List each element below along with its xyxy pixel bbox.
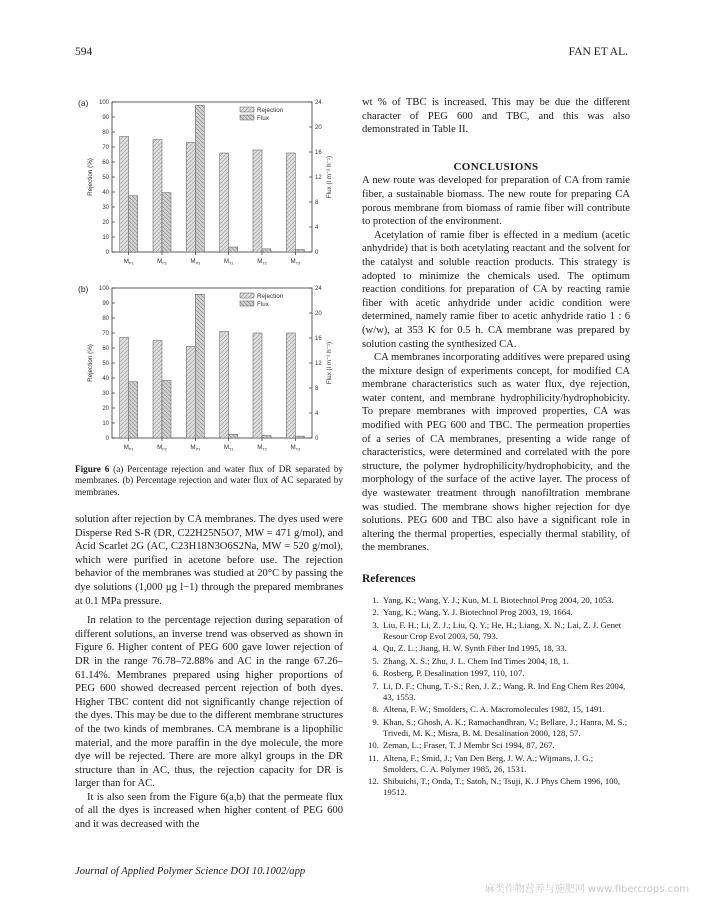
y2-tick-label: 8 xyxy=(315,200,319,207)
y2-tick-label: 20 xyxy=(315,125,322,132)
plot-frame xyxy=(112,288,312,438)
x-tick-label: $M_{P1}$ xyxy=(123,444,134,452)
bar-flux xyxy=(195,294,204,438)
x-tick-label: $M_{T3}$ xyxy=(290,258,301,266)
figure-caption xyxy=(75,464,343,498)
x-tick-label: $M_{P3}$ xyxy=(190,258,201,266)
body-paragraph: wt % of TBC is increased. This may be due the different character of PEG 600 and TBC, and this was also demonstrated in Table II. xyxy=(362,97,630,136)
bar-rejection xyxy=(153,341,162,439)
y2-tick-label: 12 xyxy=(315,361,322,368)
y2-tick-label: 4 xyxy=(315,411,319,418)
page-number: 594 xyxy=(75,46,93,58)
chart-panel-b xyxy=(72,274,352,460)
legend-swatch xyxy=(240,107,254,112)
y2-axis-label: Flux (l m⁻² h⁻¹) xyxy=(326,155,333,199)
y-tick-label: 50 xyxy=(102,361,109,368)
bar-flux xyxy=(129,196,138,252)
y-tick-label: 0 xyxy=(105,250,109,257)
reference-item: 5. Zhang, X. S.; Zhu, J. L. Chem Ind Times 2004, 18, 1. xyxy=(381,656,630,667)
reference-item: 6. Rosberg, P. Desalination 1997, 110, 107. xyxy=(381,668,630,679)
y2-tick-label: 24 xyxy=(315,286,322,293)
bar-rejection xyxy=(120,338,129,439)
reference-item: 12. Shibuichi, T.; Onda, T.; Satoh, N.; Tsuji, K. J Phys Chem 1996, 100, 19512. xyxy=(381,776,630,798)
legend-label: Rejection xyxy=(257,107,284,114)
x-tick-label: $M_{T3}$ xyxy=(290,444,301,452)
y-tick-label: 0 xyxy=(105,436,109,443)
y-tick-label: 30 xyxy=(102,391,109,398)
y-tick-label: 80 xyxy=(102,316,109,323)
figure-caption-label: Figure 6 xyxy=(75,464,110,474)
reference-item: 1. Yang, K.; Wang, Y. J.; Kuo, M. I. Biotechnol Prog 2004, 20, 1053. xyxy=(381,595,630,606)
reference-item: 4. Qu, Z. L.; Jiang, H. W. Synth Fiber Ind 1995, 18, 33. xyxy=(381,643,630,654)
panel-label: (a) xyxy=(78,98,89,108)
bar-flux xyxy=(162,193,171,252)
bar-rejection xyxy=(253,333,262,438)
x-tick-label: $M_{P3}$ xyxy=(190,444,201,452)
panel-label: (b) xyxy=(78,284,89,294)
bar-rejection xyxy=(220,332,229,439)
y-tick-label: 40 xyxy=(102,190,109,197)
y-tick-label: 100 xyxy=(98,100,109,107)
bar-rejection xyxy=(253,150,262,252)
y-tick-label: 90 xyxy=(102,301,109,308)
conclusion-paragraph: A new route was developed for preparation of CA from ramie fiber, a sustainable biomass. The new route for preparing CA porous membrane from biomass of ramie fiber will contribute to protection of the environment. xyxy=(362,175,630,228)
conclusion-paragraph: Acetylation of ramie fiber is effected in a medium (acetic anhydride) that is both acetylating reactant and the solvent for the catalyst and soluble reaction products. This strategy is adopted to minimize the chemicals used. The optimum reaction conditions for preparation of CA by reacting ramie fiber with acetic anhydride under acidic condition were determined, namely ramie fiber to acetic anhydride ratio 1 : 6 (w/w), at 353 K for 0.5 h. CA membrane was prepared by solution casting the synthesized CA. xyxy=(362,229,630,350)
bar-rejection xyxy=(153,140,162,253)
bar-flux xyxy=(295,436,304,438)
reference-item: 11. Altena, F.; Smid, J.; Van Den Berg, J. W. A.; Wijmans, J. G.; Smolders, C. A. Polymer 1985, 26, 1531. xyxy=(381,753,630,775)
reference-item: 7. Li, D. F.; Chung, T.-S.; Ren, J. Z.; Wang, R. Ind Eng Chem Res 2004, 43, 1553. xyxy=(381,681,630,703)
x-tick-label: $M_{P2}$ xyxy=(157,444,167,452)
bar-flux xyxy=(195,105,204,252)
y-tick-label: 70 xyxy=(102,145,109,152)
bar-rejection xyxy=(286,333,295,438)
y-axis-label: Rejection (%) xyxy=(87,158,94,196)
legend-swatch xyxy=(240,115,254,120)
y-tick-label: 90 xyxy=(102,115,109,122)
y-tick-label: 10 xyxy=(102,235,109,242)
bar-flux xyxy=(162,381,171,439)
bar-flux xyxy=(262,436,271,439)
y-tick-label: 30 xyxy=(102,205,109,212)
chart-panel-a xyxy=(72,88,352,274)
reference-item: 2. Yang, K.; Wang, Y. J. Biotechnol Prog 2003, 19, 1664. xyxy=(381,607,630,618)
bar-rejection xyxy=(186,143,195,253)
bar-rejection xyxy=(186,347,195,439)
bar-flux xyxy=(262,249,271,252)
y-axis-label: Rejection (%) xyxy=(87,344,94,382)
y-tick-label: 70 xyxy=(102,331,109,338)
y2-tick-label: 4 xyxy=(315,225,319,232)
y2-tick-label: 16 xyxy=(315,150,322,157)
figure-caption-text: (a) Percentage rejection and water flux of DR separated by membranes. (b) Percentage rejection and water flux of AC separated by membranes. xyxy=(75,464,344,497)
y2-tick-label: 16 xyxy=(315,336,322,343)
right-column xyxy=(362,96,630,800)
bar-flux xyxy=(229,247,238,252)
y-tick-label: 20 xyxy=(102,220,109,227)
legend-label: Flux xyxy=(257,115,269,122)
x-tick-label: $M_{T2}$ xyxy=(257,444,267,452)
bar-flux xyxy=(129,382,138,438)
legend-label: Flux xyxy=(257,301,269,308)
reference-item: 10. Zeman, L.; Fraser, T. J Membr Sci 1994, 87, 267. xyxy=(381,740,630,751)
reference-list xyxy=(362,595,630,799)
y-tick-label: 100 xyxy=(98,286,109,293)
y2-axis-label: Flux (l m⁻² h⁻¹) xyxy=(326,341,333,385)
y2-tick-label: 12 xyxy=(315,175,322,182)
figure-6 xyxy=(72,88,352,460)
x-tick-label: $M_{T1}$ xyxy=(223,258,234,266)
y-tick-label: 80 xyxy=(102,130,109,137)
legend-swatch xyxy=(240,293,254,298)
body-paragraph: solution after rejection by CA membranes. The dyes used were Disperse Red S-R (DR, C22H25N5O7, MW = 471 g/mol), and Acid Scarlet 2G (AC, C23H18N3O6S2Na, MW = 520 g/mol), which were purified in acetone before use. The rejection behavior of the membranes was studied at 20°C by passing the dye solutions (1,000 μg l−1) through the prepared membranes at 0.1 MPa pressure. xyxy=(75,514,343,607)
reference-item: 3. Liu, F. H.; Li, Z. J.; Liu, Q. Y.; He, H.; Liang, X. N.; Lai, Z. J. Genet Resour Crop Evol 2003, 50, 793. xyxy=(381,620,630,642)
bar-flux xyxy=(229,434,238,438)
y-tick-label: 60 xyxy=(102,346,109,353)
x-tick-label: $M_{P2}$ xyxy=(157,258,167,266)
x-tick-label: $M_{T1}$ xyxy=(223,444,234,452)
x-tick-label: $M_{P1}$ xyxy=(123,258,134,266)
reference-item: 8. Altena, F. W.; Smolders, C. A. Macromolecules 1982, 15, 1491. xyxy=(381,704,630,715)
reference-item: 9. Khan, S.; Ghosh, A. K.; Ramachandhran, V.; Bellare, J.; Hanra, M. S.; Trivedi, M. K.; Misra, B. M. Desalination 2000, 128, 57. xyxy=(381,717,630,739)
y2-tick-label: 20 xyxy=(315,311,322,318)
bar-rejection xyxy=(120,137,129,253)
y2-tick-label: 8 xyxy=(315,386,319,393)
section-heading-conclusions: CONCLUSIONS xyxy=(453,160,539,173)
x-tick-label: $M_{T2}$ xyxy=(257,258,267,266)
y-tick-label: 20 xyxy=(102,406,109,413)
bar-flux xyxy=(295,250,304,253)
body-paragraph: It is also seen from the Figure 6(a,b) that the permeate flux of all the dyes is increased when higher content of PEG 600 and it was decreased with the xyxy=(75,791,343,831)
running-head: FAN ET AL. xyxy=(568,46,628,58)
conclusion-paragraph: CA membranes incorporating additives were prepared using the mixture design of experiments concept, for modified CA membrane characteristics such as water flux, dye rejection, water content, and membrane hydrophilicity/hydrophobicity. To prepare membranes with improved properties, CA was modified with PEG 600 and TBC. The permeation properties of a series of CA membranes, presenting a wide range of characteristics, were determined and correlated with the pore structure, the polymer hydrophilicity/hydrophobicity, and the morphology of the surface of the active layer. The process of dye wastewater treatment through nanofiltration membrane was studied. The membrane shows higher rejection for dye solutions. PEG 600 and TBC also have a significant role in altering the thermal properties, especially thermal stability, of the membranes. xyxy=(362,352,630,554)
legend-label: Rejection xyxy=(257,293,284,300)
bar-rejection xyxy=(220,153,229,252)
bar-rejection xyxy=(286,153,295,252)
y-tick-label: 40 xyxy=(102,376,109,383)
y-tick-label: 60 xyxy=(102,160,109,167)
y-tick-label: 50 xyxy=(102,175,109,182)
watermark: 麻类作物营养与施肥网 www.fibercrops.com xyxy=(484,884,689,895)
plot-frame xyxy=(112,102,312,252)
y-tick-label: 10 xyxy=(102,421,109,428)
legend-swatch xyxy=(240,301,254,306)
y2-tick-label: 0 xyxy=(315,436,319,443)
left-column xyxy=(75,513,343,832)
journal-footer: Journal of Applied Polymer Science DOI 10.1002/app xyxy=(75,866,306,877)
body-paragraph: In relation to the percentage rejection during separation of different solutions, an inverse trend was observed as shown in Figure 6. Higher content of PEG 600 gave lower rejection of DR in the range 76.78–72.88% and AC in the range 67.26–61.14%. Membranes prepared using higher proportions of PEG 600 showed decreased percent rejection of both dyes. Higher TBC content did not significantly change rejection of the dyes. This may be due to the different membrane structures of the two kinds of membranes. CA membrane is a lipophilic material, and the more paraffin in the dye molecule, the more dye will be rejected. There are more alkyl groups in the DR structure than in AC, thus, the rejection capacity for DR is larger than for AC. xyxy=(75,615,343,790)
y2-tick-label: 0 xyxy=(315,250,319,257)
y2-tick-label: 24 xyxy=(315,100,322,107)
references-heading: References xyxy=(362,573,416,585)
